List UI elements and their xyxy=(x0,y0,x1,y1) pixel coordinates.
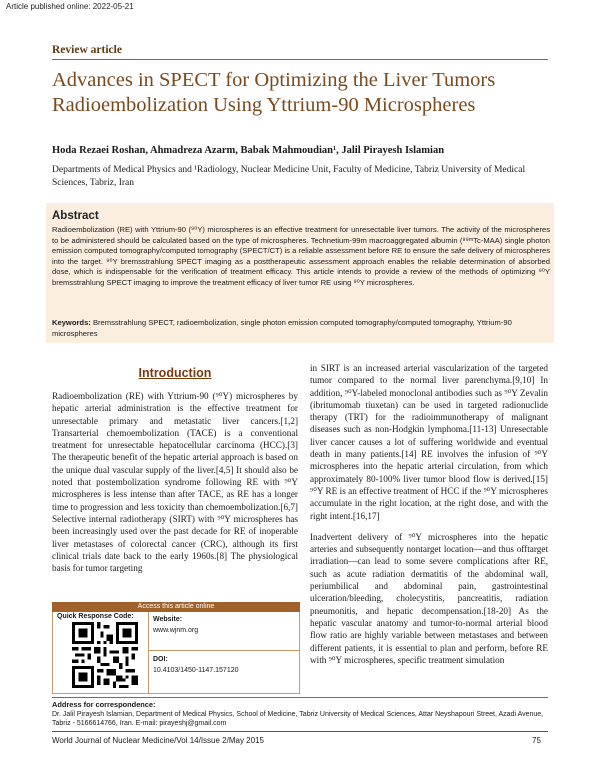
intro-left-column xyxy=(52,390,298,574)
affiliation: Departments of Medical Physics and ¹Radiology, Nuclear Medicine Unit, Faculty of Medicine, Tabriz University of Medical Sciences, Tabriz, Iran xyxy=(52,165,526,188)
website-link[interactable]: www.wjnm.org xyxy=(153,627,199,634)
correspondence-heading: Address for correspondence: xyxy=(52,700,156,709)
keywords xyxy=(52,318,550,339)
access-bar: Access this article online xyxy=(52,602,300,612)
intro-right-column xyxy=(310,362,548,666)
access-divider xyxy=(148,612,149,693)
abstract-text: Radioembolization (RE) with Yttrium-90 (⁹⁰Y) microspheres is an effective treatment for unresectable liver tumors. The activity of the microspheres to be administered should be calculated based on the type of microspheres. Technetium-99m macroaggregated albumin (⁹⁹ᵐTc-MAA) single photon emission computed tomography/computed tomography (SPECT/CT) is a reliable assessment before RE to ensure the safe delivery of microspheres into the target. ⁹⁰Y bremsstrahlung SPECT imaging as a posttherapeutic assessment approach enables the reliable determination of absorbed dose, which is indispensable for the verification of treatment efficacy. This article intends to provide a review of the methods of optimizing ⁹⁰Y bremsstrahlung SPECT imaging to improve the treatment efficacy of liver tumor RE using ⁹⁰Y microspheres. xyxy=(52,225,550,287)
page-number: 75 xyxy=(532,736,541,745)
published-date: Article published online: 2022-05-21 xyxy=(6,2,134,11)
article-title: Advances in SPECT for Optimizing the Liver Tumors Radioembolization Using Yttrium-90 Microspheres xyxy=(52,69,496,116)
correspondence-text: Dr. Jalil Pirayesh Islamian, Department of Medical Physics, School of Medicine, Tabriz University of Medical Sciences, Attar Neyshapouri Street, Azadi Avenue, Tabriz - 5166614766, Iran. E-mail: pirayeshj@gmail.com xyxy=(52,711,544,728)
journal-footer: World Journal of Nuclear Medicine/Vol 14/Issue 2/May 2015 xyxy=(52,736,264,745)
intro-paragraph: Inadvertent delivery of ⁹⁰Y microspheres into the hepatic arteries and subsequently nontarget location—and thus offtarget irradiation—can lead to some severe complications after RE, such as acute radiation dermatitis of the abdominal wall, periumbilical and abdominal pain, gastrointestinal ulceration/bleeding, cholecystitis, pancreatitis, radiation pneumonitis, and hepatic decompensation.[18-20] As the hepatic vascular anatomy and tumor-to-normal arterial blood flow ratio are highly variable between metastases and between different patients, it is essential to plan and perform, before RE with ⁹⁰Y microspheres, specific treatment simulation xyxy=(310,531,548,665)
abstract-heading: Abstract xyxy=(52,210,99,222)
keywords-list: Bremsstrahlung SPECT, radioembolization, single photon emission computed tomography/computed tomography, Yttrium-90 microspheres xyxy=(52,318,512,338)
qr-label: Quick Response Code: xyxy=(57,613,134,620)
header-rule xyxy=(52,59,548,60)
correspondence-rule xyxy=(52,697,548,698)
introduction-heading: Introduction xyxy=(138,366,212,380)
footer-rule xyxy=(52,731,548,732)
qr-code-icon[interactable] xyxy=(72,622,138,688)
doi-link[interactable]: 10.4103/1450-1147.157120 xyxy=(153,667,239,674)
intro-paragraph: Radioembolization (RE) with Yttrium-90 (⁹⁰Y) microspheres by hepatic arterial administration is the effective treatment for unresectable primary and metastatic liver cancers.[1,2] Transarterial chemoembolization (TACE) is a conventional treatment for unresectable hepatocellular carcinoma (HCC).[3] The therapeutic benefit of the hepatic arterial approach is based on the unique dual vascular supply of the liver.[4,5] It should also be noted that postembolization syndrome following RE with ⁹⁰Y microspheres is less intense than after TACE, as RE has a longer time to progression and less toxicity than chemoembolization.[6,7] Selective internal radiotherapy (SIRT) with ⁹⁰Y microspheres has been increasingly used over the past decade for RE of inoperable liver metastases of colorectal cancer (CRC), although its first clinical trials date back to the early 1960s.[8] The physiological basis for tumor targeting xyxy=(52,391,298,574)
website-label: Website: xyxy=(153,616,183,623)
intro-paragraph: in SIRT is an increased arterial vascularization of the targeted tumor compared to the normal liver parenchyma.[9,10] In addition, ⁹⁰Y-labeled monoclonal antibodies such as ⁹⁰Y Zevalin (ibritumomab tiuxetan) can be used in targeted radionuclide therapy (TRT) for the radioimmunotherapy of malignant diseases such as non-Hodgkin lymphoma.[11-13] Unresectable liver cancer causes a lot of suffering worldwide and eventual death in many patients.[14] RE involves the infusion of ⁹⁰Y microspheres into the hepatic arterial circulation, from which approximately 80-100% liver tumor blood flow is derived.[15] ⁹⁰Y RE is an effective treatment of HCC if the ⁹⁰Y microspheres accumulate in the right location, at the right dose, and with the right intent.[16,17] xyxy=(310,363,548,521)
section-label: Review article xyxy=(52,44,122,56)
author-list: Hoda Rezaei Roshan, Ahmadreza Azarm, Babak Mahmoudian¹, Jalil Pirayesh Islamian xyxy=(52,145,445,156)
keywords-label: Keywords: xyxy=(52,318,91,327)
doi-label: DOI: xyxy=(153,656,168,663)
access-divider xyxy=(148,650,300,651)
